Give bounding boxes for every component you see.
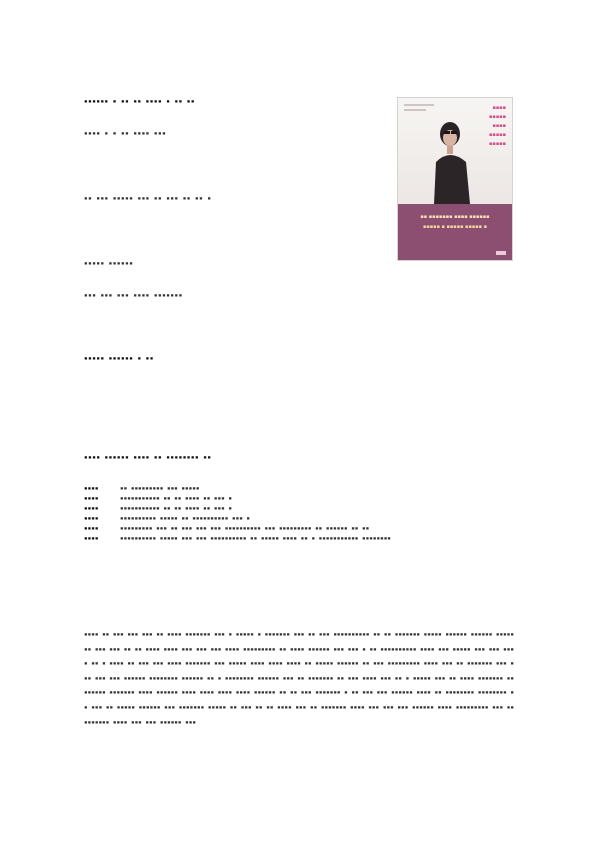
cover-title-line: ▪▪▪▪ (492, 105, 506, 111)
body-paragraph: ▪▪▪▪ ▪▪ ▪▪▪ ▪▪▪ ▪▪▪ ▪▪ ▪▪▪▪ ▪▪▪▪▪▪▪ ▪▪▪ ▪ ▪▪▪▪▪ ▪ ▪▪▪▪▪▪▪ ▪▪▪ ▪▪ ▪▪▪ ▪▪▪▪▪▪▪▪▪▪ ▪▪ ▪▪ ▪▪▪▪▪▪▪ ▪▪▪▪▪ ▪▪▪▪▪▪ ▪▪▪▪▪▪ ▪▪▪▪▪ ▪▪ ▪▪▪ ▪▪▪ ▪▪ ▪▪ ▪▪▪▪ ▪▪▪▪ ▪▪▪ ▪▪▪ ▪▪▪ ▪▪▪▪ ▪▪▪▪▪▪▪▪▪ ▪▪ ▪▪▪▪ ▪▪▪▪▪▪ ▪▪▪ ▪▪▪ ▪ ▪▪ ▪▪▪▪▪▪▪▪▪▪ ▪▪▪▪ ▪▪▪ ▪▪▪▪▪ ▪▪▪ ▪▪▪ ▪▪▪▪ ▪▪ ▪ ▪▪▪▪ ▪▪ ▪▪▪ ▪▪▪ ▪▪▪▪ ▪▪▪▪▪▪▪ ▪▪▪ ▪▪▪▪▪ ▪▪▪▪ ▪▪▪▪ ▪▪▪▪ ▪▪ ▪▪▪▪▪ ▪▪▪▪▪▪ ▪▪ ▪▪▪ ▪▪▪▪▪▪▪▪▪ ▪▪▪▪ ▪▪▪ ▪▪ ▪▪▪▪▪▪▪ ▪▪▪ ▪ ▪▪ ▪▪▪ ▪▪▪ ▪▪▪▪▪▪ ▪▪▪▪▪▪▪▪ ▪▪▪▪▪▪ ▪▪ ▪ ▪▪▪▪▪▪▪▪ ▪▪▪▪▪▪ ▪▪▪ ▪▪ ▪▪▪▪▪▪▪ ▪▪ ▪▪▪ ▪▪▪▪ ▪▪▪ ▪▪ ▪ ▪▪▪▪▪ ▪▪▪ ▪▪ ▪▪▪▪ ▪▪▪▪▪▪▪ ▪▪ ▪▪▪▪▪▪ ▪▪▪▪▪▪▪ ▪▪▪▪ ▪▪▪▪▪▪ ▪▪▪▪ ▪▪▪▪ ▪▪▪▪ ▪▪▪▪ ▪▪▪▪▪▪ ▪▪ ▪▪ ▪▪▪ ▪▪▪▪▪▪▪ ▪ ▪▪ ▪▪▪ ▪▪▪ ▪▪▪▪▪▪ ▪▪▪▪ ▪▪ ▪▪▪▪▪▪▪▪ ▪▪▪▪▪▪▪▪ ▪▪ ▪▪▪ ▪▪ ▪▪▪▪▪ ▪▪▪▪▪▪ ▪▪▪ ▪▪▪▪▪▪▪ ▪▪▪▪▪ ▪▪ ▪▪▪ ▪▪ ▪▪ ▪▪▪▪ ▪▪▪ ▪▪ ▪▪▪▪▪▪▪ ▪▪▪▪ ▪▪▪ ▪▪▪ ▪▪▪ ▪▪▪▪▪▪ ▪▪▪▪ ▪▪▪▪▪▪▪▪▪ ▪▪▪ ▪▪ ▪▪▪▪▪▪▪ ▪▪▪▪ ▪▪▪ ▪▪▪ ▪▪▪▪▪▪ ▪▪▪ (84, 631, 514, 726)
header-line-5: ▪▪▪ ▪▪▪ ▪▪▪ ▪▪▪▪ ▪▪▪▪▪▪▪ (84, 292, 183, 299)
toc-item-text: ▪▪▪▪▪▪▪▪▪▪ ▪▪▪▪▪ ▪▪ ▪▪▪▪▪▪▪▪▪▪ ▪▪▪ ▪ (120, 515, 251, 522)
header-line-1: ▪▪▪▪▪▪ ▪ ▪▪ ▪▪ ▪▪▪▪ ▪ ▪▪ ▪▪ (84, 98, 196, 105)
header-line-4: ▪▪▪▪▪ ▪▪▪▪▪▪ (84, 260, 134, 267)
cover-band-text-2: ▪▪▪▪▪ ▪ ▪▪▪▪▪ ▪▪▪▪▪ ▪ (423, 224, 487, 230)
toc-item-number: ▪▪▪▪ (84, 505, 99, 512)
cover-title-line: ▪▪▪▪▪ (489, 114, 506, 120)
toc-item (84, 524, 514, 534)
section-heading: ▪▪▪▪▪ ▪▪▪▪▪▪ ▪ ▪▪ (84, 355, 154, 362)
book-cover-image (397, 97, 513, 261)
publisher-logo-icon (496, 251, 506, 255)
header-line-3: ▪▪ ▪▪▪ ▪▪▪▪▪ ▪▪▪ ▪▪ ▪▪▪ ▪▪ ▪▪ ▪ (84, 195, 212, 202)
cover-title-line: ▪▪▪▪▪ (489, 132, 506, 138)
toc-item-text: ▪▪▪▪▪▪▪▪▪▪▪ ▪▪ ▪▪ ▪▪▪▪ ▪▪ ▪▪▪ ▪ (120, 505, 232, 512)
toc-item-text: ▪▪ ▪▪▪▪▪▪▪▪▪ ▪▪▪ ▪▪▪▪▪ (120, 485, 200, 492)
toc-item-text: ▪▪▪▪▪▪▪▪▪ ▪▪▪ ▪▪ ▪▪▪ ▪▪▪ ▪▪▪ ▪▪▪▪▪▪▪▪▪▪ ▪▪▪ ▪▪▪▪▪▪▪▪▪ ▪▪ ▪▪▪▪▪▪ ▪▪ ▪▪ (120, 525, 370, 532)
toc-item-number: ▪▪▪▪ (84, 535, 99, 542)
toc-item (84, 514, 514, 524)
toc-item-number: ▪▪▪▪ (84, 485, 99, 492)
toc-item-text: ▪▪▪▪▪▪▪▪▪▪ ▪▪▪▪▪ ▪▪▪ ▪▪▪ ▪▪▪▪▪▪▪▪▪▪ ▪▪ ▪▪▪▪▪ ▪▪▪▪ ▪▪ ▪ ▪▪▪▪▪▪▪▪▪▪▪ ▪▪▪▪▪▪▪▪ (120, 535, 391, 542)
toc-item (84, 484, 514, 494)
toc-item (84, 534, 514, 544)
cover-subtitle-band (398, 204, 512, 260)
cover-author-line (404, 104, 434, 106)
toc-item-number: ▪▪▪▪ (84, 525, 99, 532)
cover-title-line: ▪▪▪▪▪ (489, 141, 506, 147)
table-of-contents (84, 484, 514, 544)
toc-title: ▪▪▪▪ ▪▪▪▪▪▪ ▪▪▪▪ ▪▪ ▪▪▪▪▪▪▪▪ ▪▪ (84, 454, 212, 461)
toc-item (84, 504, 514, 514)
header-line-2: ▪▪▪▪ ▪ ▪ ▪▪ ▪▪▪▪ ▪▪▪ (84, 130, 167, 137)
toc-item-number: ▪▪▪▪ (84, 495, 99, 502)
toc-item (84, 494, 514, 504)
toc-item-number: ▪▪▪▪ (84, 515, 99, 522)
cover-title-line: ▪▪▪▪ (492, 123, 506, 129)
cover-author-line (404, 109, 426, 111)
toc-item-text: ▪▪▪▪▪▪▪▪▪▪▪ ▪▪ ▪▪ ▪▪▪▪ ▪▪ ▪▪▪ ▪ (120, 495, 232, 502)
cover-portrait-figure (428, 118, 474, 204)
cover-title (470, 104, 506, 149)
cover-band-text-1: ▪▪ ▪▪▪▪▪▪▪ ▪▪▪▪ ▪▪▪▪▪▪ (420, 214, 490, 220)
